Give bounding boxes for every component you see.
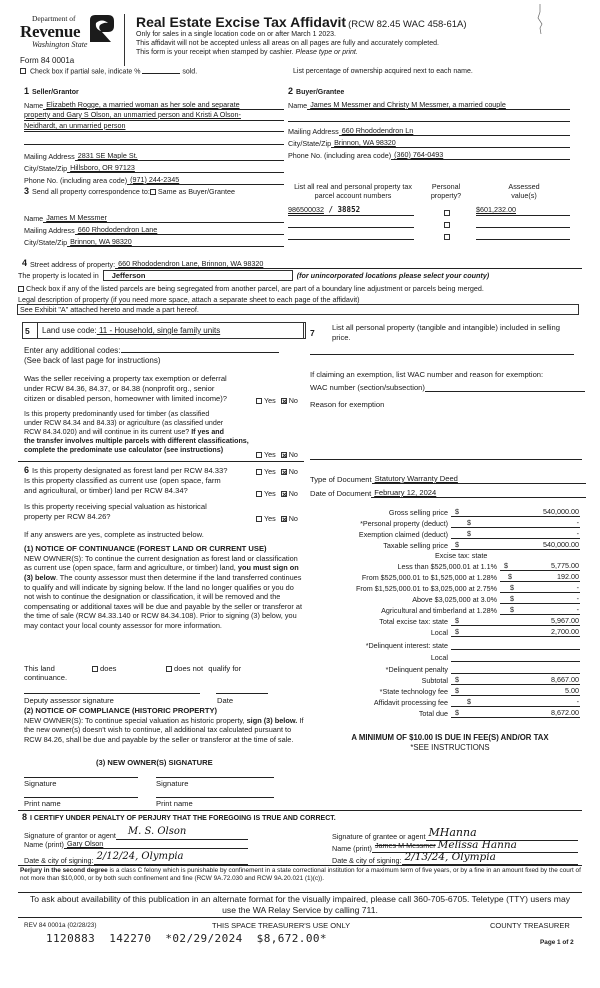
personal-deduct-input[interactable]: $ - xyxy=(451,518,580,528)
exemption-deduct-input[interactable]: $ - xyxy=(451,529,580,539)
buyer-name-line-2[interactable] xyxy=(288,110,570,122)
if-yes-note: If any answers are yes, complete as instructed below. xyxy=(24,530,204,539)
legal-description-input[interactable]: See Exhibit "A" attached hereto and made a part hereof. xyxy=(17,304,579,315)
total-state-input[interactable]: $ 5,967.00 xyxy=(451,616,580,626)
yes-checkbox[interactable] xyxy=(256,469,262,475)
seller-name-field[interactable]: Name Elizabeth Rogge, a married woman as her sole and separate xyxy=(24,100,284,110)
perjury-notice: Perjury in the second degree is a class C felony which is punishable by confinement in a state correctional institution for a maximum term of five years, or by a fine in an amount fixed by the court of not more than $10,000, or by both such confinement and fine (RCW 9A.72.030 and RCW 9A.20.021 (1)(c)). xyxy=(20,867,581,883)
section-7-number: 7 xyxy=(310,328,315,338)
exemption-instruction: If claiming an exemption, list WAC number and reason for exemption: xyxy=(310,370,544,379)
buyer-phone-field[interactable]: Phone No. (including area code) (360) 764-0493 xyxy=(288,150,570,160)
forest-q3: Is this property receiving special valuation as historical property per RCW 84.26? xyxy=(24,502,207,521)
does-checkbox[interactable] xyxy=(92,666,98,672)
parcel-row xyxy=(288,205,572,217)
tax-row-gross: Gross selling price $ 540,000.00 xyxy=(388,507,579,517)
tax-row-taxable: Taxable selling price $ 540,000.00 xyxy=(383,540,579,550)
seller-address-field[interactable]: Mailing Address 2831 SE Maple St. xyxy=(24,151,284,161)
county-select[interactable]: Jefferson xyxy=(103,270,293,281)
no-checkbox[interactable] xyxy=(281,398,287,404)
owner-print-line-1[interactable] xyxy=(24,797,138,798)
parcels-col3-header: Assessed value(s) xyxy=(508,182,540,200)
page-number: Page 1 of 2 xyxy=(540,939,574,946)
dor-logo xyxy=(18,10,128,58)
personal-property-input[interactable] xyxy=(310,354,574,355)
owner-print-line-2[interactable] xyxy=(156,797,274,798)
grantee-name-field[interactable]: Name (print) James M Messmer Melissa Hanna xyxy=(332,839,578,853)
ownership-note: List percentage of ownership acquired next to each name. xyxy=(293,68,473,75)
accessibility-notice: To ask about availability of this publication in an alternate format for the visually impaired, please call 360-705-6705. Teletype (TTY) users may use the WA Relay Service by calling 711. xyxy=(29,894,571,916)
personal-property-checkbox[interactable] xyxy=(444,222,450,228)
tax-row-subtotal: Subtotal $ 8,667.00 xyxy=(421,675,579,685)
certify-divider xyxy=(18,810,582,811)
no-checkbox[interactable] xyxy=(281,491,287,497)
yes-checkbox[interactable] xyxy=(256,491,262,497)
personal-property-label: List all personal property (tangible and intangible) included in selling price. xyxy=(332,323,560,342)
tier4-input[interactable]: $ - xyxy=(500,594,580,604)
owner-signature-label-2: Signature xyxy=(156,779,189,788)
parcel-row xyxy=(288,217,572,229)
tax-row-exemption: Exemption claimed (deduct) $ - xyxy=(358,529,579,539)
tax-row-personal: *Personal property (deduct) $ - xyxy=(360,518,579,528)
processing-fee-input[interactable]: $ - xyxy=(451,697,580,707)
correspondence-city-field[interactable]: City/State/Zip Brinnon, WA 98320 xyxy=(24,237,284,247)
header-note-3: This form is your receipt when stamped by cashier. Please type or print. xyxy=(136,49,358,56)
form-title xyxy=(136,14,467,32)
new-owner-signature-heading: (3) NEW OWNER(S) SIGNATURE xyxy=(96,758,213,767)
assessed-value-input[interactable] xyxy=(476,229,570,240)
segregated-checkbox[interactable] xyxy=(18,286,24,292)
tax-row-processing-fee: Affidavit processing fee $ - xyxy=(373,697,579,707)
grantee-signature-field[interactable]: Signature of grantee or agent MHanna xyxy=(332,826,578,841)
gross-price-input[interactable]: $ 540,000.00 xyxy=(451,507,580,517)
property-street-field[interactable]: 4 Street address of property: 660 Rhododendron Lane, Brinnon, WA 98320 xyxy=(22,258,582,269)
subtotal-input[interactable]: $ 8,667.00 xyxy=(451,675,580,685)
land-use-box: 5 Land use code: 11 - Household, single family units xyxy=(22,322,304,339)
assessed-value-input[interactable]: $601,232.00 xyxy=(476,205,570,216)
tax-row-tier3: From $1,525,000.01 to $3,025,000 at 2.75% $ - xyxy=(355,583,579,593)
delinquent-local-input[interactable] xyxy=(451,661,580,662)
county-row: The property is located in Jefferson (for unincorporated locations please select your county) xyxy=(18,271,490,280)
yes-checkbox[interactable] xyxy=(256,516,262,522)
grantor-name-field[interactable]: Name (print) Gary Olson xyxy=(24,839,248,849)
no-checkbox[interactable] xyxy=(281,452,287,458)
no-checkbox[interactable] xyxy=(281,516,287,522)
forest-q2: Is this property classified as current use (open space, farm and agricultural, or timber) land per RCW 84.34? xyxy=(24,476,221,495)
tax-row-agricultural: Agricultural and timberland at 1.28% $ - xyxy=(381,605,579,615)
forest-q1: 6 Is this property designated as forest land per RCW 84.33? xyxy=(24,465,228,475)
owner-signature-line-2[interactable] xyxy=(156,777,274,778)
seller-name-line-4[interactable] xyxy=(24,132,284,145)
tax-row-delinquent-state: *Delinquent interest: state xyxy=(300,639,600,650)
tax-row-tier4: Above $3,025,000 at 3.0% $ - xyxy=(412,594,579,604)
excise-tax-state-label: Excise tax: state xyxy=(435,551,488,560)
see-instructions-note: *SEE INSTRUCTIONS xyxy=(410,743,490,752)
tax-row-delinquent-penalty: *Delinquent penalty xyxy=(300,663,600,674)
grantee-date-field[interactable]: Date & city of signing: 2/13/24, Olympia xyxy=(332,851,578,865)
grantor-signature-field[interactable]: Signature of grantor or agent M. S. Olson xyxy=(24,826,248,840)
wac-number-field[interactable]: WAC number (section/subsection) xyxy=(310,383,585,392)
agricultural-input[interactable]: $ - xyxy=(500,605,580,615)
seller-name-line-2[interactable]: property and Gary S Olson, an unmarried person and Kristi A Olson- xyxy=(24,110,284,121)
agency-line-1: Department of xyxy=(32,14,76,23)
owner-signature-label-1: Signature xyxy=(24,779,57,788)
agency-line-3: Washington State xyxy=(32,40,88,49)
forest-q3-yes-no: Yes No xyxy=(256,514,298,523)
owner-signature-line-1[interactable] xyxy=(24,777,138,778)
footer-divider xyxy=(18,917,582,918)
land-use-code-field[interactable]: Land use code: 11 - Household, single family units xyxy=(42,326,221,335)
grantor-date-field[interactable]: Date & city of signing: 2/12/24, Olympia xyxy=(24,851,248,865)
no-checkbox[interactable] xyxy=(281,469,287,475)
owner-print-label-2: Print name xyxy=(156,799,193,808)
form-title-citation: (RCW 82.45 WAC 458-61A) xyxy=(348,19,467,30)
section-divider xyxy=(18,461,304,462)
parcels-col2-header: Personal property? xyxy=(430,182,462,200)
minimum-due-note: A MINIMUM OF $10.00 IS DUE IN FEE(S) AND/OR TAX xyxy=(351,733,549,742)
taxable-price-input[interactable]: $ 540,000.00 xyxy=(451,540,580,550)
tax-row-total-due: Total due $ 8,672.00 xyxy=(418,708,579,718)
dor-emblem-icon xyxy=(84,12,116,44)
partial-sale-pct-input[interactable] xyxy=(142,73,180,74)
seller-name-line-3[interactable]: Neidhardt, an unmarried person xyxy=(24,121,284,132)
exemption-reason-label: Reason for exemption xyxy=(310,400,385,409)
parcel-number-input[interactable]: 986500032 / 38852 xyxy=(288,205,414,216)
parcel-row xyxy=(288,229,572,241)
buyer-name-field[interactable]: Name James M Messmer and Christy M Messmer, a married couple xyxy=(288,100,570,110)
parcels-col1-header: List all real and personal property tax parcel account numbers xyxy=(294,182,412,200)
legal-description-label: Legal description of property (if you need more space, attach a separate sheet to each page of the affidavit) xyxy=(18,295,360,304)
assessed-value-input[interactable] xyxy=(476,217,570,228)
form-title-main: Real Estate Excise Tax Affidavit xyxy=(136,14,347,30)
notice-compliance: (2) NOTICE OF COMPLIANCE (HISTORIC PROPERTY) NEW OWNER(S): To continue special valuation as historic property, sign (3) below. If the new owner(s) doesn't wish to continue, all additional tax calculated pursuant to RCW 84.26, shall be due and payable by the seller or transferor at the time of sale. xyxy=(24,706,304,744)
buyer-city-field[interactable]: City/State/Zip Brinnon, WA 98320 xyxy=(288,138,570,148)
exemption-reason-input[interactable] xyxy=(310,459,582,460)
margin-mark xyxy=(536,4,544,34)
form-number: Form 84 0001a xyxy=(20,56,75,65)
additional-codes-field[interactable]: Enter any additional codes: xyxy=(24,346,279,356)
correspondence-section xyxy=(24,186,284,247)
notice-continuance: (1) NOTICE OF CONTINUANCE (FOREST LAND OR CURRENT USE) NEW OWNER(S): To continue the current designation as forest land or classification as current use (open space, farm and agriculture, or timber) land, you must sign on (3) below. The county assessor must then determine if the land transferred continues to qualify and will indicate by signing below. If the land no longer qualifies or you do not wish to continue the designation or classification, it will be removed and the compensating or additional taxes will be due and payable by the seller or transferor at the time of sale (RCW 84.33.140 or RCW 84.34.108). Prior to signing (3) below, you may contact your local county assessor for more information. xyxy=(24,544,303,630)
document-type-field[interactable]: Type of Document Statutory Warranty Deed xyxy=(310,474,586,484)
agency-line-2: Revenue xyxy=(20,22,81,41)
document-date-field[interactable]: Date of Document February 12, 2024 xyxy=(310,488,586,498)
personal-property-checkbox[interactable] xyxy=(444,234,450,240)
additional-codes-note: (See back of last page for instructions) xyxy=(24,356,161,365)
tax-row-tier2: From $525,000.01 to $1,525,000 at 1.28% $ 192.00 xyxy=(361,572,579,582)
seller-section xyxy=(24,86,284,185)
technology-fee-input[interactable]: $ 5.00 xyxy=(451,686,580,696)
personal-property-checkbox[interactable] xyxy=(444,210,450,216)
header-note-1: Only for sales in a single location code on or after March 1 2023. xyxy=(136,31,336,38)
deputy-signature-line[interactable] xyxy=(24,693,200,694)
buyer-heading: 2 Buyer/Grantee xyxy=(288,86,345,96)
buyer-section xyxy=(288,86,570,160)
tier3-input[interactable]: $ - xyxy=(500,583,580,593)
header-note-2: This affidavit will not be accepted unless all areas on all pages are fully and accurately completed. xyxy=(136,40,439,47)
deputy-date-label: Date xyxy=(217,696,234,705)
deputy-signature-label: Deputy assessor signature xyxy=(24,696,114,705)
correspondence-heading: 3 Send all property correspondence to: Same as Buyer/Grantee xyxy=(24,186,235,196)
tier2-input[interactable]: $ 192.00 xyxy=(500,572,580,582)
total-due-input[interactable]: $ 8,672.00 xyxy=(451,708,580,718)
deputy-date-line[interactable] xyxy=(216,693,268,694)
partial-sale-row: Check box if partial sale, indicate % sold. xyxy=(20,68,197,77)
local-tax-input[interactable]: $ 2,700.00 xyxy=(451,627,580,637)
tax-row-tier1: Less than $525,000.01 at 1.1% $ 5,775.00 xyxy=(397,561,579,571)
accessibility-divider xyxy=(18,892,582,893)
same-as-buyer-checkbox[interactable] xyxy=(150,189,156,195)
buyer-address-field[interactable]: Mailing Address 660 Rhododendron Ln xyxy=(288,126,570,136)
seller-phone-field[interactable]: Phone No. (including area code) (971) 244-2345 xyxy=(24,175,284,185)
header-divider xyxy=(124,14,125,66)
tax-row-delinquent-local: Local xyxy=(300,651,600,662)
qualify-row: This land does does not qualify for continuance. xyxy=(24,664,242,683)
timber-yes-no: Yes No xyxy=(256,450,298,459)
perjury-divider xyxy=(18,865,582,866)
seller-heading: 1 Seller/Grantor xyxy=(24,86,79,96)
tax-row-local: Local $ 2,700.00 xyxy=(430,627,579,637)
seller-city-field[interactable]: City/State/Zip Hillsboro, OR 97123 xyxy=(24,163,284,173)
yes-checkbox[interactable] xyxy=(256,398,262,404)
does-not-checkbox[interactable] xyxy=(166,666,172,672)
forest-q1-yes-no: Yes No xyxy=(256,467,298,476)
correspondence-name-field[interactable]: Name James M Messmer xyxy=(24,213,284,223)
tier1-input[interactable]: $ 5,775.00 xyxy=(500,561,580,571)
yes-checkbox[interactable] xyxy=(256,452,262,458)
tax-row-technology-fee: *State technology fee $ 5.00 xyxy=(379,686,579,696)
segregated-row: Check box if any of the listed parcels are being segregated from another parcel, are part of a boundary line adjustment or parcels being merged. xyxy=(18,284,484,293)
parcel-number-input[interactable] xyxy=(288,217,414,228)
partial-sale-checkbox[interactable] xyxy=(20,68,26,74)
exemption-yes-no: Yes No xyxy=(256,396,298,405)
certify-heading: 8 I CERTIFY UNDER PENALTY OF PERJURY THAT THE FOREGOING IS TRUE AND CORRECT. xyxy=(22,812,336,822)
correspondence-address-field[interactable]: Mailing Address 660 Rhododendron Lane xyxy=(24,225,284,235)
delinquent-state-input[interactable] xyxy=(451,649,580,650)
rev-number: REV 84 0001a (02/28/23) xyxy=(24,922,97,929)
tax-row-total-state: Total excise tax: state $ 5,967.00 xyxy=(379,616,579,626)
owner-print-label-1: Print name xyxy=(24,799,61,808)
county-treasurer-label: COUNTY TREASURER xyxy=(490,921,570,930)
timber-question: Is this property predominantly used for timber (as classified under RCW 84.34 and 84.33) or agriculture (as classified under RCW 84.34.020) and will continue in its current use? If yes and the transfer involves multiple parcels with different classifications, complete the predominate use calculator (see instructions) xyxy=(24,410,249,455)
parcel-number-input[interactable] xyxy=(288,229,414,240)
forest-q2-yes-no: Yes No xyxy=(256,489,298,498)
treasurer-use-label: THIS SPACE TREASURER'S USE ONLY xyxy=(212,921,351,930)
receipt-stamp: 1120883 142270 *02/29/2024 $8,672.00* xyxy=(46,932,327,945)
exemption-question: Was the seller receiving a property tax exemption or deferral under RCW 84.36, 84.37, or 84.38 (nonprofit org., senior citizen or disabled person, homeowner with limited income)? xyxy=(24,374,228,403)
section-7-bracket xyxy=(302,322,306,339)
